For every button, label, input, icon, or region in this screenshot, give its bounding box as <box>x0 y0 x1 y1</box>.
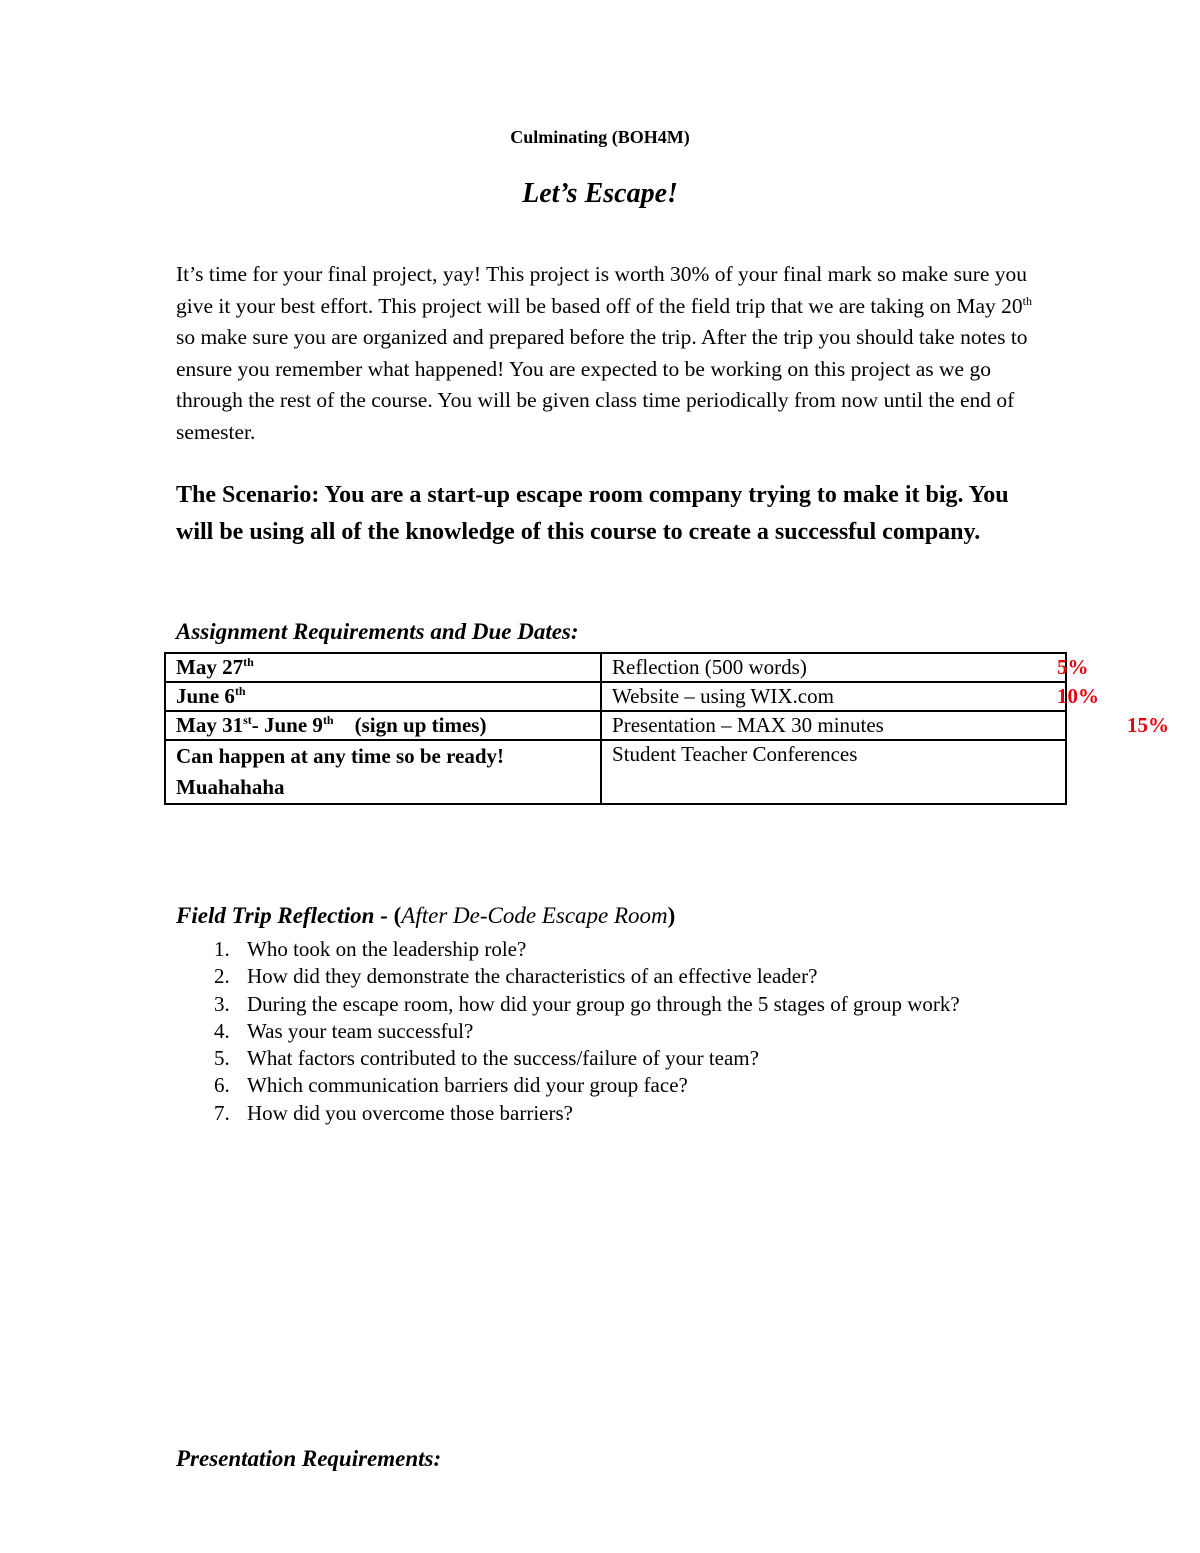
scenario-paragraph <box>176 477 1036 551</box>
list-item: 1. Who took on the leadership role? <box>214 937 527 961</box>
list-item: 6. Which communication barriers did your group face? <box>214 1073 688 1098</box>
list-item: 7. How did you overcome those barriers? <box>214 1100 573 1125</box>
intro-paragraph <box>176 259 1036 448</box>
requirements-heading: Assignment Requirements and Due Dates: <box>176 619 579 644</box>
task-cell: Presentation – MAX 30 minutes 15% <box>601 711 1066 740</box>
reflection-questions <box>176 936 1036 1127</box>
field-trip-heading: Field Trip Reflection - (After De-Code Escape Room) <box>176 903 676 928</box>
presentation-heading: Presentation Requirements: <box>176 1446 442 1471</box>
list-item: 4. Was your team successful? <box>214 1018 474 1043</box>
due-date-cell: June 6th <box>165 682 601 711</box>
list-item: 2. How did they demonstrate the characteristics of an effective leader? <box>214 964 818 989</box>
scenario-label: The Scenario: <box>176 482 320 508</box>
field-trip-heading-text: Field Trip Reflection - <box>176 903 394 928</box>
percent-value: 10% <box>1057 684 1099 708</box>
due-date-cell: Can happen at any time so be ready! Muahahaha <box>165 740 601 804</box>
intro-sup: th <box>1022 293 1032 308</box>
requirements-table <box>164 652 1169 805</box>
due-date-cell: May 31st- June 9th (sign up times) <box>165 711 601 740</box>
percent-value: 5% <box>1057 655 1089 679</box>
percent-value: 15% <box>1127 713 1169 737</box>
table-row <box>165 653 1066 682</box>
main-title: Let’s Escape! <box>522 178 678 209</box>
task-cell: Student Teacher Conferences <box>601 740 1066 804</box>
scenario-text: You are a start-up escape room company trying to make it big. You will be using all of the knowledge of this course to create a successful company. <box>176 482 1009 545</box>
table-row <box>165 740 1066 804</box>
list-item: 3. During the escape room, how did your group go through the 5 stages of group work? <box>214 991 960 1016</box>
task-cell: Reflection (500 words) 5% <box>601 653 1066 682</box>
intro-text-2: so make sure you are organized and prepared before the trip. After the trip you should take notes to ensure you remember what happened! You are expected to be working on this project as we go through the rest of the course. You will be given class time periodically from now until the end of semester. <box>176 325 1028 444</box>
table-row <box>165 711 1066 740</box>
table-row <box>165 682 1066 711</box>
due-date-cell: May 27th <box>165 653 601 682</box>
field-trip-subheading: After De-Code Escape Room <box>401 903 668 928</box>
list-item: 5. What factors contributed to the success/failure of your team? <box>214 1046 759 1071</box>
task-cell: Website – using WIX.com 10% <box>601 682 1066 711</box>
intro-text-1: It’s time for your final project, yay! This project is worth 30% of your final mark so make sure you give it your best effort. This project will be based off of the field trip that we are taking on May 20 <box>176 262 1028 318</box>
course-title: Culminating (BOH4M) <box>510 127 690 147</box>
